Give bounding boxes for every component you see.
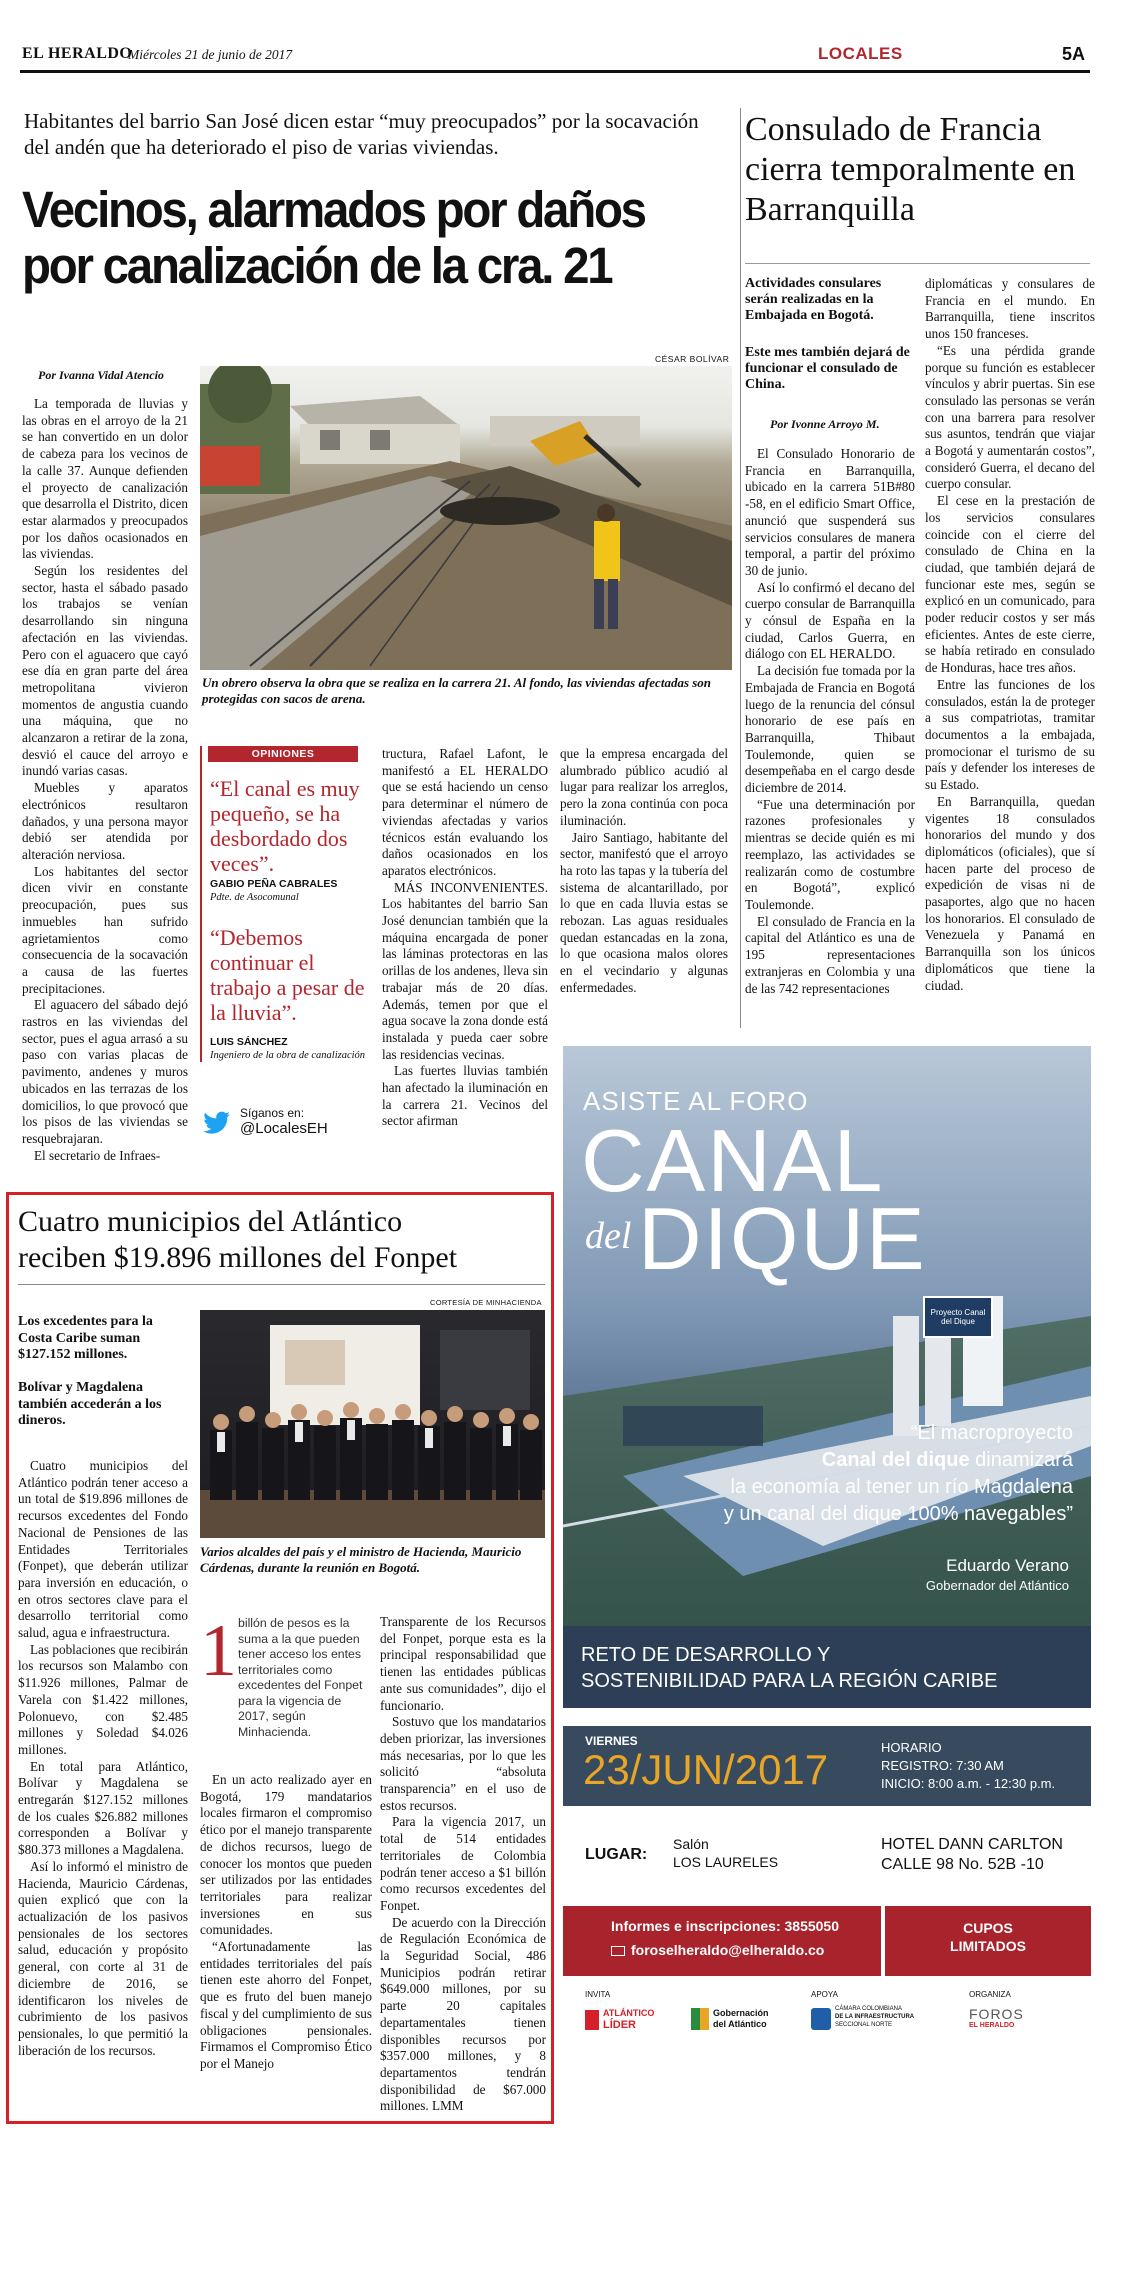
ad-horario: HORARIO bbox=[881, 1740, 942, 1755]
fonpet-headline bbox=[18, 1204, 548, 1276]
paragraph: El cese en la prestación de los servicios consulares coincide con el cierre del consulado de China en la ciudad, que también dejará de funcionar este mes, según se explicó en un comunicado, para poder reducir costos y ser más eficientes. Antes de este cierre, se había retirado en consulado de Honduras, hace tres años. bbox=[925, 493, 1095, 676]
fonpet-photo-caption: Varios alcaldes del país y el ministro de Hacienda, Mauricio Cárdenas, durante la reunión en Bogotá. bbox=[200, 1544, 522, 1575]
ad-quote-line4: y un canal del dique 100% navegables” bbox=[723, 1503, 1073, 1525]
ad-hotel: HOTEL DANN CARLTON bbox=[881, 1836, 1063, 1853]
paragraph: La decisión fue tomada por la Embajada de Francia en Bogotá luego de la renuncia del cónsul honorario de ese país en Barranquilla, Thibaut Toulemonde, quien se desempeñaba en el cargo desde diciembre de 2014. bbox=[745, 663, 915, 796]
fonpet-column-1 bbox=[18, 1458, 188, 2059]
paragraph: El secretario de Infraes- bbox=[34, 1147, 161, 1163]
lead-column-3 bbox=[382, 746, 548, 1130]
fonpet-column-3 bbox=[380, 1614, 546, 2115]
ad-email[interactable]: foroselheraldo@elheraldo.co bbox=[631, 1942, 825, 1958]
fonpet-photo-credit: CORTESÍA DE MINHACIENDA bbox=[430, 1298, 542, 1307]
fonpet-headline-line2: reciben $19.896 millones del Fonpet bbox=[18, 1241, 458, 1274]
ad-organiza: ORGANIZA bbox=[969, 1990, 1011, 1999]
paragraph: El consulado de Francia en la capital del Atlántico es una de 195 representaciones extranjeras en Colombia y una de las 742 representaciones bbox=[745, 913, 915, 996]
ad-canal: CANAL bbox=[581, 1111, 885, 1210]
social-label: Síganos en: bbox=[240, 1106, 305, 1120]
ad-band-line1: RETO DE DESARROLLO Y bbox=[581, 1644, 831, 1666]
opinion-quote-2-name: LUIS SÁNCHEZ bbox=[210, 1036, 288, 1048]
paragraph: Así lo confirmó el decano del cuerpo consular de Barranquilla y cónsul de España en la ciudad, Carlos Guerra, en diálogo con EL HERALDO. bbox=[745, 579, 915, 662]
ad-billboard bbox=[923, 1296, 993, 1338]
paragraph: “Fue una determinación por razones profesionales y mientras se decide quién es mi reemplazo, las actividades se realizarán como de costumbre en Bogotá”, explicó Toulemonde. bbox=[745, 796, 915, 912]
fonpet-big-number: 1 bbox=[200, 1610, 237, 1692]
ad-dique: DIQUE bbox=[638, 1189, 927, 1288]
ad-info bbox=[611, 1918, 839, 1934]
ad-lugar: LUGAR: bbox=[585, 1846, 648, 1863]
ad-cupos-1: CUPOS bbox=[963, 1920, 1013, 1936]
consulado-column-1 bbox=[745, 446, 915, 997]
twitter-bird-icon[interactable] bbox=[202, 1110, 232, 1136]
ad-author-role: Gobernador del Atlántico bbox=[925, 1578, 1069, 1593]
atlantico-lider-logo-icon bbox=[585, 2010, 599, 2030]
fonpet-headline-line1: Cuatro municipios del Atlántico bbox=[18, 1205, 403, 1238]
paragraph: Según los residentes del sector, hasta el sábado pasado los trabajos se venían desarrollando sin ninguna afectación en las viviendas. Pero con el aguacero que cayó ese día en gran parte del área metropolitana vivieron momentos de angustia cuando una máquina, que no alcanzaron a retirar de la zona, desvió el cauce del arroyo e inundó varias casas. bbox=[22, 563, 188, 779]
consulado-summary-1: Actividades consulares serán realizadas en la Embajada en Bogotá. bbox=[745, 276, 882, 323]
envelope-icon bbox=[611, 1946, 625, 1956]
paragraph: En Barranquilla, quedan vigentes 18 consulados honorarios del mundo y dos diplomáticos (oficiales), que sí hacen parte del proceso de expedición de visas ni de pasaportes, algo que no hacen los honorarios. El consulado de Venezuela y Panamá en Barranquilla son los únicos diplomáticos que tiene la ciudad. bbox=[925, 793, 1095, 993]
paragraph: que la empresa encargada del alumbrado público acudió al lugar para realizar los arreglos, pero la zona continúa con poca iluminación. bbox=[560, 746, 728, 828]
paragraph: En un acto realizado ayer en Bogotá, 179 mandatarios locales firmaron el compromiso ético por el manejo transparente de dichos recursos, luego de conocer los montos que pueden ser utilizados por las entidades territoriales para realizar inversiones en sus comunidades. bbox=[200, 1772, 372, 1938]
paragraph: Para la vigencia 2017, un total de 514 entidades territoriales de Colombia podrán tener acceso a $1 billón como recursos excedentes del Fonpet. bbox=[380, 1814, 546, 1913]
ad-salon: Salón bbox=[673, 1836, 709, 1852]
paragraph: MÁS INCONVENIENTES. Los habitantes del barrio San José denuncian también que la máquina encargada de poner las láminas protectoras en las orillas de los andenes, lleva sin trabajar más de 20 días. Además, temen por que el agua socave la zona donde está instalada y pueda caer sobre las residencias vecinas. bbox=[382, 879, 548, 1062]
ad-billboard-line1: Proyecto Canal bbox=[930, 1308, 986, 1317]
fonpet-photo bbox=[200, 1310, 545, 1538]
ad-date: 23/JUN/2017 bbox=[583, 1746, 829, 1793]
opinion-quote-2-role: Ingeniero de la obra de canalización bbox=[210, 1050, 366, 1061]
paragraph: Jairo Santiago, habitante del sector, manifestó que el arroyo ha roto las tapas y la tubería del sistema de alcantarillado, por lo que en cada lluvia estas se rebozan. Las aguas residuales quedan estancadas en la zona, lo que ocasiona malos olores en el vecindario y algunas enfermedades. bbox=[560, 829, 728, 995]
camara-logo-icon bbox=[811, 2008, 831, 2030]
sponsor-2-b: del Atlántico bbox=[713, 2019, 767, 2029]
ad-quote-bold: Canal del dique bbox=[821, 1449, 970, 1471]
consulado-headline: Consulado de Francia cierra temporalmente en Barranquilla bbox=[745, 111, 1076, 228]
fonpet-column-2 bbox=[200, 1772, 372, 2073]
paragraph: En total para Atlántico, Bolívar y Magdalena se entregarán $127.152 millones de los cuales $26.882 millones corresponden a Bolívar y $80.373 millones a Magdalena. bbox=[18, 1758, 188, 1858]
masthead-rule bbox=[20, 70, 1090, 73]
paragraph: De acuerdo con la Dirección de Regulación Económica de la Seguridad Social, 486 Municipios podrán retirar $649.000 millones, por su parte 20 capitales departamentales tienen disponibles recursos por $357.000 millones, y 8 departamentos tendrán disponibilidad de $67.000 millones. LMM bbox=[380, 1914, 546, 2114]
page-number: 5A bbox=[1062, 44, 1086, 64]
paragraph: Sostuvo que los mandatarios deben priorizar, las inversiones más necesarias, por lo que les solicitó “absoluta transparencia” en el uso de estos recursos. bbox=[380, 1714, 546, 1813]
org-a: FOROS bbox=[969, 2006, 1024, 2022]
consulado-byline: Por Ivonne Arroyo M. bbox=[770, 417, 880, 431]
org-b: EL HERALDO bbox=[969, 2022, 1015, 2029]
lead-byline: Por Ivanna Vidal Atencio bbox=[38, 368, 164, 382]
issue-date: Miércoles 21 de junio de 2017 bbox=[128, 47, 293, 62]
paragraph: tructura, Rafael Lafont, le manifestó a EL HERALDO que se está haciendo un censo para determinar el número de viviendas afectadas y varios técnicos están evaluando los daños ocasionados en los aparatos electrónicos. bbox=[382, 746, 548, 878]
sponsor-3-a: CÁMARA COLOMBIANA bbox=[835, 2006, 903, 2012]
paragraph: Cuatro municipios del Atlántico podrán tener acceso a un total de $19.896 millones de recursos excedentes del Fondo Nacional de Pensiones de las Entidades Territoriales (Fonpet), que deberán utilizar para inversión en educación, o en otros sectores clave para el desarrollo territorial como salud, agua e infraestructura. bbox=[18, 1458, 188, 1641]
paragraph: Los habitantes del sector dicen vivir en constante preocupación, pues sus inmuebles han sufrido agrietamientos como consecuencia de la socavación a causa de las fuertes precipitaciones. bbox=[22, 863, 188, 996]
paragraph: Las fuertes lluvias también han afectado la iluminación en la carrera 21. Vecinos del sector afirman bbox=[382, 1063, 548, 1129]
lead-headline-line2: por canalización de la cra. 21 bbox=[22, 237, 612, 294]
ad-day: VIERNES bbox=[585, 1734, 638, 1748]
ad-hotel-address: CALLE 98 No. 52B -10 bbox=[881, 1856, 1044, 1873]
sponsor-1-a: ATLÁNTICO bbox=[603, 2008, 655, 2018]
ad-billboard-line2: del Dique bbox=[941, 1317, 975, 1326]
sponsor-1-b: LÍDER bbox=[603, 2019, 636, 2031]
opinion-quote-1-role: Pdte. de Asocomunal bbox=[210, 892, 299, 903]
ad-apoya: APOYA bbox=[811, 1990, 838, 1999]
ad-info-bar bbox=[563, 1906, 881, 1976]
sponsor-3-c: SECCIONAL NORTE bbox=[835, 2022, 893, 2028]
lead-photo-caption: Un obrero observa la obra que se realiza en la carrera 21. Al fondo, las viviendas afectadas son protegidas con sacos de arena. bbox=[202, 675, 712, 706]
paragraph: Muebles y aparatos electrónicos resultaron dañados, y una persona mayor debió ser atendida por alteración nerviosa. bbox=[22, 780, 188, 862]
ad-author: Eduardo Verano bbox=[946, 1556, 1069, 1575]
ad-inicio: INICIO: 8:00 a.m. - 12:30 p.m. bbox=[881, 1776, 1056, 1791]
paragraph: Transparente de los Recursos del Fonpet, porque esta es la principal responsabilidad que tienen las entidades públicas ante sus comunidades”, dijo el funcionario. bbox=[380, 1614, 546, 1713]
column-separator bbox=[740, 108, 741, 1028]
opinion-rule bbox=[200, 746, 202, 1062]
fonpet-summary-1: Los excedentes para la Costa Caribe suman $127.152 millones. bbox=[18, 1314, 153, 1362]
fonpet-summary-2: Bolívar y Magdalena también accederán a los dineros. bbox=[18, 1380, 162, 1428]
paragraph: El Consulado Honorario de Francia en Barranquilla, ubicado en la carrera 51B#80 -58, en el edificio Smart Office, anunció que suspenderá sus servicios consulares de manera temporal, a partir del próximo 30 de junio. bbox=[745, 446, 915, 578]
ad-quote bbox=[563, 1420, 1091, 1528]
gobernacion-logo-icon bbox=[691, 2008, 709, 2030]
lead-headline bbox=[22, 182, 682, 294]
paragraph: La temporada de lluvias y las obras en el arroyo de la 21 se han convertido en un dolor de cabeza para los vecinos de la calle 37. Aunque defienden el proyecto de canalización que desarrolla el Distrito, dicen estar alarmados y preocupados por los daños ocasionados en las viviendas. bbox=[22, 396, 188, 562]
sponsor-3-b: DE LA INFRAESTRUCTURA bbox=[835, 2014, 915, 2020]
lead-photo bbox=[200, 366, 732, 670]
canal-del-dique-ad[interactable] bbox=[563, 1046, 1091, 2068]
sponsor-2-a: Gobernación bbox=[713, 2008, 769, 2018]
ad-band-line2: SOSTENIBILIDAD PARA LA REGIÓN CARIBE bbox=[581, 1670, 998, 1692]
paragraph: Entre las funciones de los consulados, están la de proteger a sus compatriotas, tramitar documentos a la embajada, promocionar el turismo de su país y defender los intereses de su Estado. bbox=[925, 676, 1095, 793]
ad-del: del bbox=[585, 1215, 632, 1257]
fonpet-rule bbox=[18, 1284, 545, 1285]
lead-photo-credit: CÉSAR BOLÍVAR bbox=[655, 354, 730, 364]
ad-asiste: ASISTE AL FORO bbox=[583, 1086, 809, 1116]
ad-registro: REGISTRO: 7:30 AM bbox=[881, 1758, 1004, 1773]
opinion-quote-2: “Debemos continuar el trabajo a pesar de la lluvia”. bbox=[210, 925, 365, 1025]
lead-column-1 bbox=[22, 396, 188, 1164]
ad-info-label: Informes e inscripciones: bbox=[611, 1918, 781, 1934]
opinion-quote-1-name: GABIO PEÑA CABRALES bbox=[210, 878, 338, 890]
paragraph: El aguacero del sábado dejó rastros en las viviendas del sector, pues el agua arrasó a su paso con varias placas de pavimento, andenes y muros ubicados en las terrazas de los domicilios, lo que provocó que los pisos de las viviendas se resquebrajaran. bbox=[22, 997, 188, 1146]
ad-quote-line3: la economía al tener un río Magdalena bbox=[730, 1476, 1073, 1498]
paper-name: EL HERALDO bbox=[22, 45, 133, 62]
ad-info-phone[interactable]: 3855050 bbox=[784, 1918, 840, 1934]
lead-column-4 bbox=[560, 746, 728, 997]
fonpet-big-number-text: billón de pesos es la suma a la que pueden tener acceso los entes territoriales como excedentes del Fonpet para la vigencia de 2017, según Minhacienda. bbox=[238, 1616, 363, 1739]
consulado-rule bbox=[745, 263, 1090, 264]
ad-quote-line2: dinamizará bbox=[969, 1449, 1073, 1471]
opinion-quote-1: “El canal es muy pequeño, se ha desbordado dos veces”. bbox=[210, 776, 360, 876]
ad-quote-line1: “El macroproyecto bbox=[910, 1422, 1073, 1444]
paragraph: diplomáticas y consulares de Francia en el mundo. En Barranquilla, tiene inscritos unos 150 franceses. bbox=[925, 276, 1095, 342]
ad-cupos-2: LIMITADOS bbox=[950, 1938, 1026, 1954]
social-handle[interactable]: @LocalesEH bbox=[240, 1120, 328, 1137]
lead-kicker: Habitantes del barrio San José dicen estar “muy preocupados” por la socavación del andén que ha deteriorado el piso de varias viviendas. bbox=[24, 109, 699, 159]
consulado-summary-2: Este mes también dejará de funcionar el consulado de China. bbox=[745, 345, 910, 392]
section-label: LOCALES bbox=[818, 44, 903, 63]
lead-headline-line1: Vecinos, alarmados por daños bbox=[22, 181, 645, 238]
paragraph: Así lo informó el ministro de Hacienda, Mauricio Cárdenas, quien explicó que con la actualización de los pasivos pensionales de los sectores salud, educación y propósito general, con corte al 31 de diciembre de 2016, se identificaron los niveles de cubrimiento de los pasivos pensionales, lo que permitió la liberación de los recursos. bbox=[18, 1858, 188, 2058]
ad-salon-name: LOS LAURELES bbox=[673, 1854, 779, 1870]
opinion-label: OPINIONES bbox=[208, 746, 358, 762]
paragraph: Las poblaciones que recibirán los recursos son Malambo con $11.926 millones, Palmar de Varela con $1.422 millones, Polonuevo, con $2.485 millones y Soledad $4.026 millones. bbox=[18, 1641, 188, 1757]
ad-invita: INVITA bbox=[585, 1990, 611, 1999]
paragraph: “Es una pérdida grande porque su función es establecer vínculos y abrir puertas. Sin ese consulado las personas se verán con una barrera para resolver sus asuntos, tendrán que viajar a Bogotá y aumentarán costos”, consideró Guerra, el decano del cuerpo consular. bbox=[925, 342, 1095, 492]
consulado-column-2 bbox=[925, 276, 1095, 994]
paragraph: “Afortunadamente las entidades territoriales del país tienen este ahorro del Fonpet, que es fruto del buen manejo fiscal y del cumplimiento de sus obligaciones pensionales. Firmamos el Compromiso Ético por el Manejo bbox=[200, 1939, 372, 2071]
